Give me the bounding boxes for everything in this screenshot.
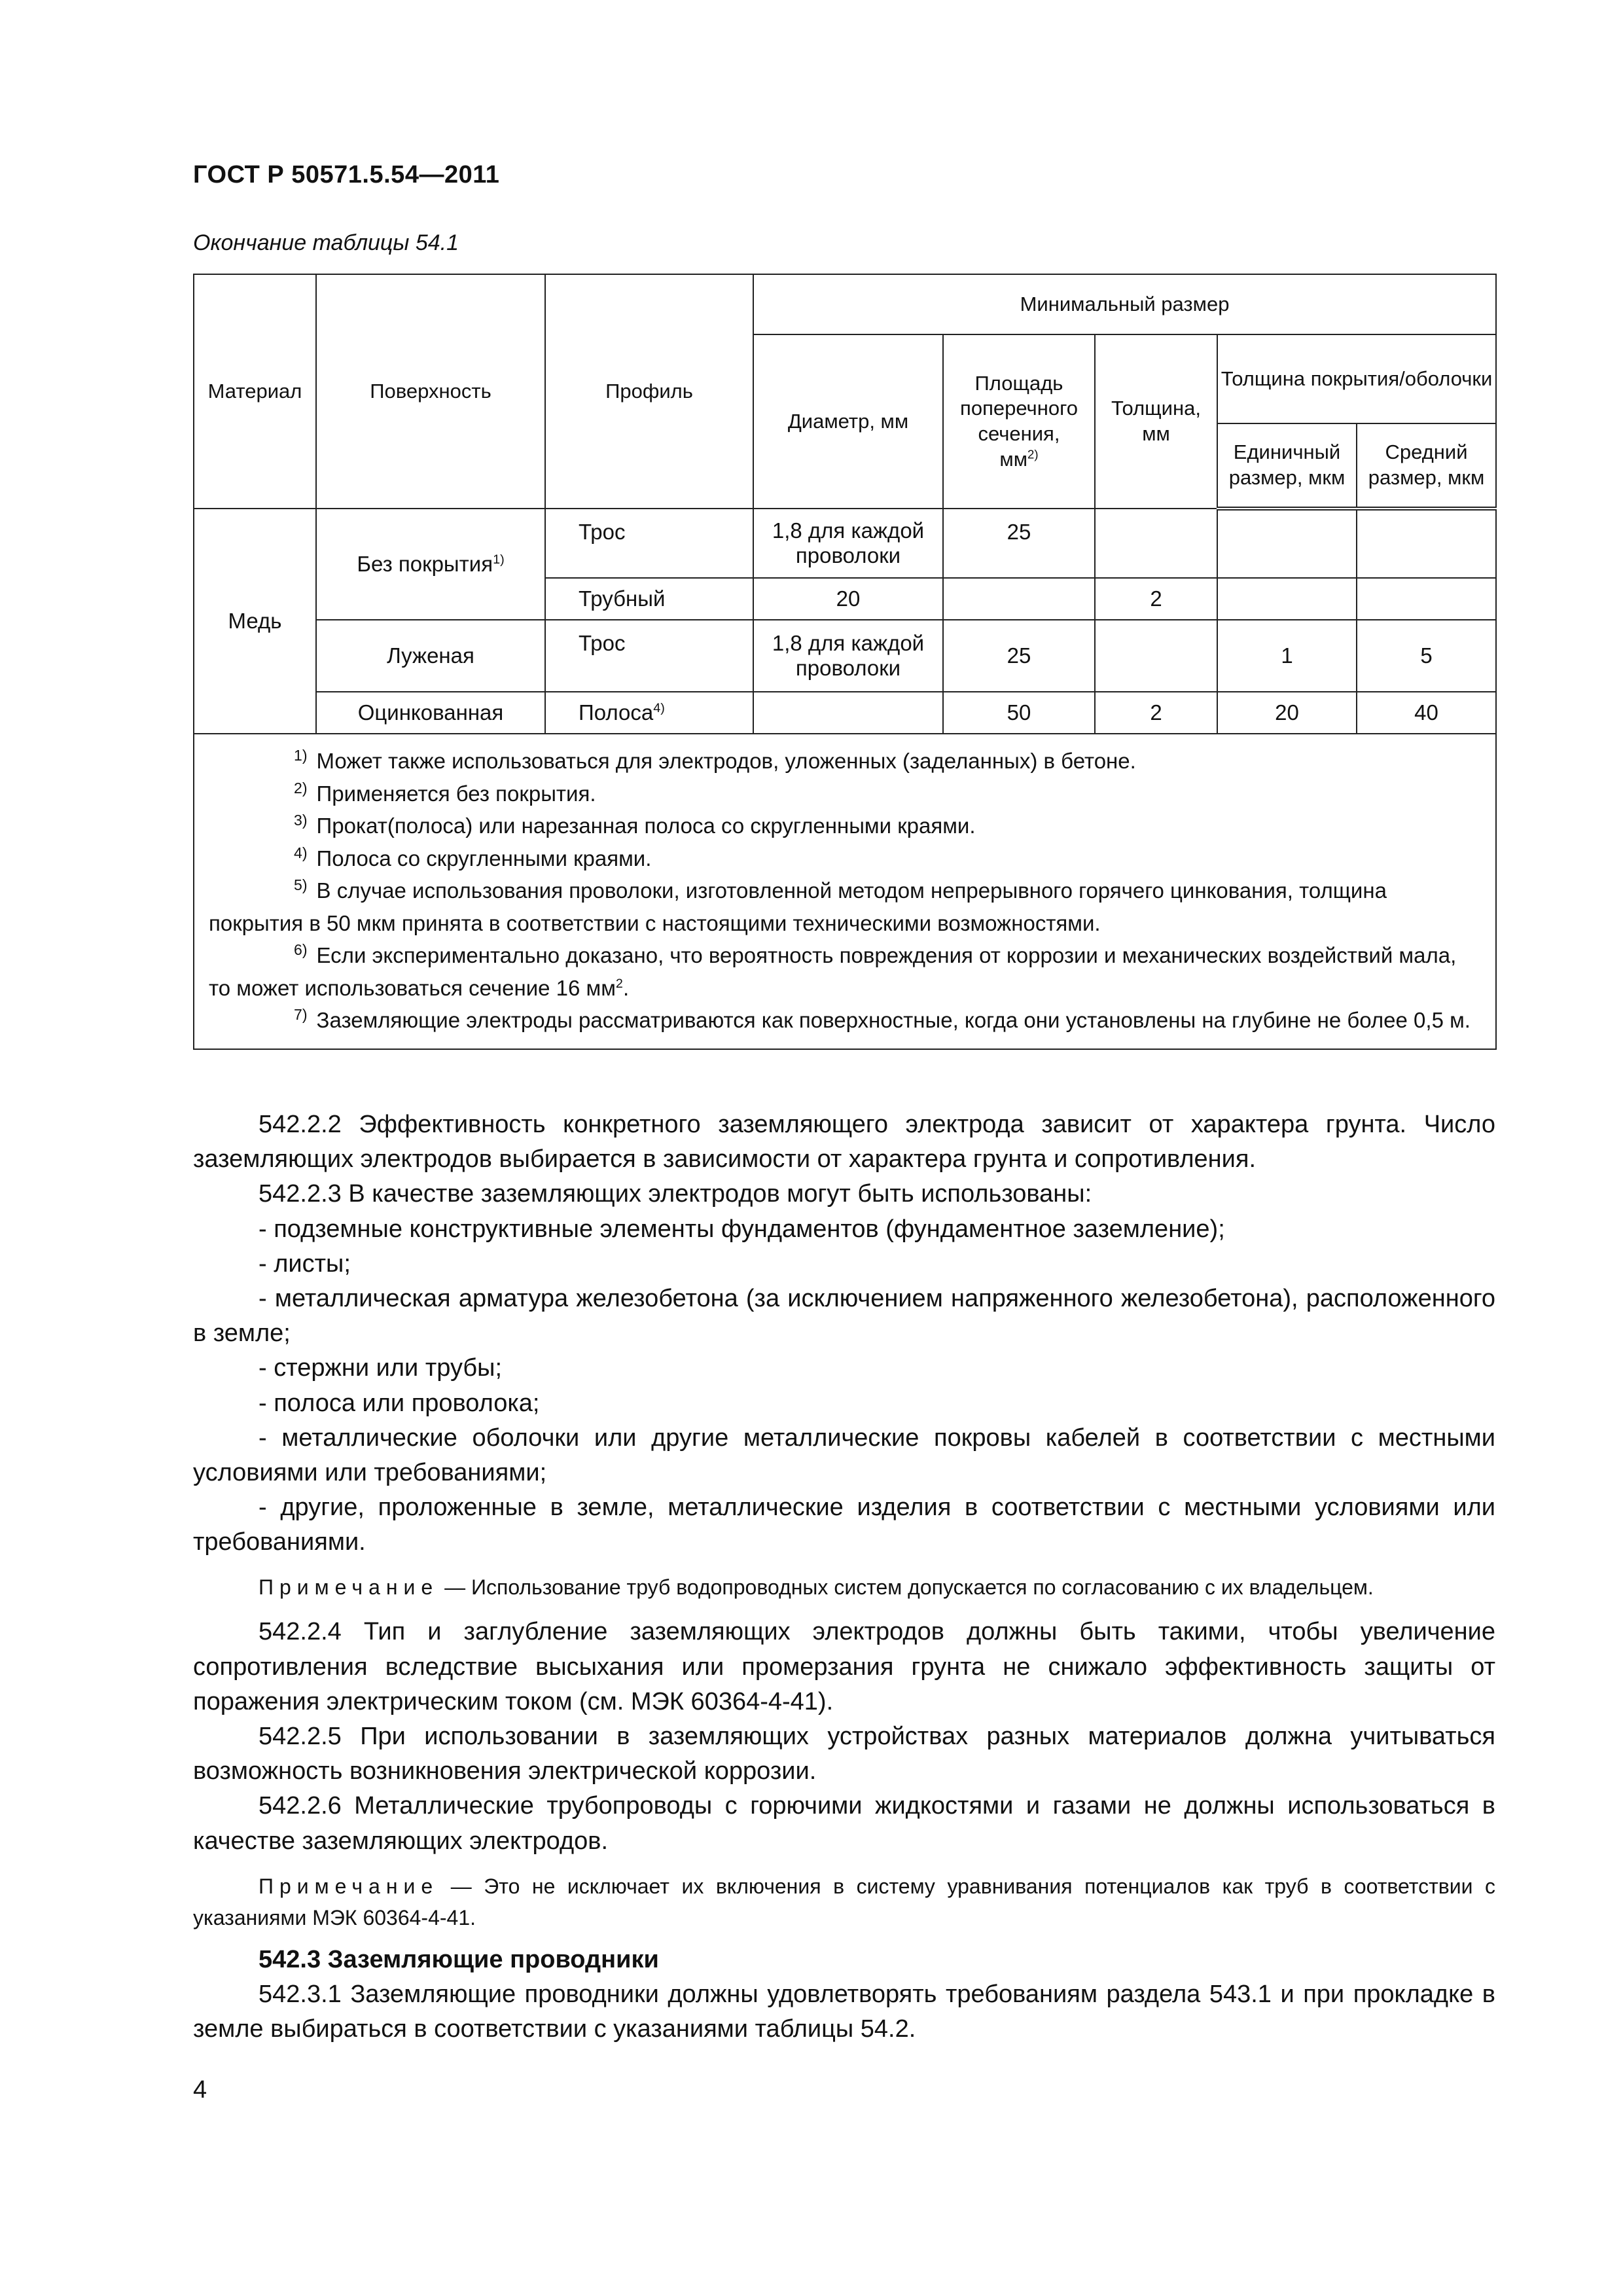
surface-bare-label: Без покрытия [357, 552, 493, 576]
footnote-tail: . [622, 975, 630, 1000]
cell-surface-tinned: Луженая [316, 620, 545, 692]
footnote-number: 1) [294, 747, 308, 764]
footnote-superscript: 2 [615, 976, 623, 991]
footnote-ref: 4) [653, 701, 665, 715]
paragraph: 542.2.3 В качестве заземляющих электродов могут быть использованы: [259, 1180, 1092, 1208]
footnote [209, 874, 1481, 939]
cell-average: 5 [1357, 620, 1496, 692]
footnote-ref: 2) [1027, 447, 1039, 461]
table-footnotes [194, 734, 1496, 1049]
note [193, 1571, 1495, 1603]
cell-profile [545, 692, 753, 734]
footnote-number: 5) [294, 876, 308, 893]
paragraph: 542.2.6 Металлические трубопроводы с горючими жидкостями и газами не должны использоваться в качестве заземляющих электродов. [193, 1792, 1495, 1855]
cell-thickness: 2 [1095, 692, 1217, 734]
cell-diameter: 20 [753, 578, 943, 620]
cell-area [943, 578, 1095, 620]
materials-table [193, 274, 1497, 1050]
cell-profile: Трос [545, 620, 753, 692]
list-item: - листы; [259, 1249, 351, 1278]
paragraph: 542.2.4 Тип и заглубление заземляющих электродов должны быть такими, чтобы увеличение сопротивления вследствие высыхания или промерзания грунта не снижало эффективность защиты от поражения электрическим током (см. МЭК 60364-4-41). [193, 1618, 1495, 1715]
header-area-unit: мм [999, 447, 1028, 471]
footnote [209, 778, 1481, 810]
footnote-text: Применяется без покрытия. [316, 781, 596, 806]
table-caption: Окончание таблицы 54.1 [193, 230, 459, 255]
cell-average [1357, 509, 1496, 578]
list-item: - полоса или проволока; [259, 1389, 540, 1417]
header-min-size: Минимальный размер [753, 274, 1496, 334]
footnote-number: 7) [294, 1006, 308, 1023]
cell-average: 40 [1357, 692, 1496, 734]
footnote-text: Полоса со скругленными краями. [316, 846, 652, 870]
section-title: 542.3 Заземляющие проводники [259, 1945, 659, 1973]
cell-average [1357, 578, 1496, 620]
cell-profile: Трос [545, 509, 753, 578]
list-item: - подземные конструктивные элементы фундаментов (фундаментное заземление); [259, 1215, 1225, 1243]
header-surface: Поверхность [316, 274, 545, 509]
list-item: - стержни или трубы; [259, 1354, 503, 1382]
footnote-text: Заземляющие электроды рассматриваются как поверхностные, когда они установлены на глубине не более 0,5 м. [316, 1008, 1471, 1032]
paragraph: 542.2.2 Эффективность конкретного заземляющего электрода зависит от характера грунта. Число заземляющих электродов выбирается в зависимости от характера грунта и сопротивления. [193, 1111, 1495, 1174]
cell-thickness [1095, 509, 1217, 578]
page-number: 4 [193, 2076, 207, 2104]
header-coating: Толщина покрытия/оболочки [1217, 334, 1496, 423]
list-item: - другие, проложенные в земле, металлические изделия в соответствии с местными условиями или требованиями. [193, 1494, 1495, 1556]
cell-profile: Трубный [545, 578, 753, 620]
cell-area: 25 [943, 620, 1095, 692]
profile-strip-label: Полоса [579, 700, 654, 725]
footnote [209, 745, 1481, 778]
footnote-number: 6) [294, 941, 308, 958]
footnote [209, 1004, 1481, 1037]
note-label: Примечание [259, 1874, 439, 1898]
footnote [209, 810, 1481, 842]
header-area-text: Площадь поперечного сечения, [960, 371, 1078, 445]
footnote [209, 939, 1481, 1004]
footnote [209, 842, 1481, 875]
cell-single: 1 [1217, 620, 1357, 692]
cell-single [1217, 578, 1357, 620]
note-text: — Использование труб водопроводных систем допускается по согласованию с их владельцем. [438, 1575, 1374, 1600]
footnote-text: Может также использоваться для электродов, уложенных (заделанных) в бетоне. [316, 749, 1136, 773]
note-text: — Это не исключает их включения в систему уравнивания потенциалов как труб в соответствии с указаниями МЭК 60364-4-41. [193, 1874, 1495, 1929]
header-average-size: Средний размер, мкм [1357, 423, 1496, 509]
cell-diameter: 1,8 для каждой проволоки [753, 509, 943, 578]
paragraph: 542.3.1 Заземляющие проводники должны удовлетворять требованиям раздела 543.1 и при прокладке в земле выбираться в соответствии с указаниями таблицы 54.2. [193, 1980, 1495, 2043]
cell-material: Медь [194, 509, 316, 734]
header-profile: Профиль [545, 274, 753, 509]
note-label: Примечание [259, 1575, 439, 1600]
cell-area: 50 [943, 692, 1095, 734]
footnote-text: Если экспериментально доказано, что вероятность повреждения от коррозии и механических воздействий мала, то может использоваться сечение 16 мм [209, 943, 1457, 1000]
cell-single: 20 [1217, 692, 1357, 734]
paragraph: 542.2.5 При использовании в заземляющих устройствах разных материалов должна учитываться возможность возникновения электрической коррозии. [193, 1723, 1495, 1785]
header-thickness: Толщина, мм [1095, 334, 1217, 509]
note [193, 1871, 1495, 1933]
cell-surface-galvanized: Оцинкованная [316, 692, 545, 734]
cell-single [1217, 509, 1357, 578]
cell-area: 25 [943, 509, 1095, 578]
header-diameter: Диаметр, мм [753, 334, 943, 509]
footnote-number: 3) [294, 812, 308, 829]
footnote-number: 4) [294, 844, 308, 861]
list-item: - металлическая арматура железобетона (за исключением напряженного железобетона), расположенного в земле; [193, 1284, 1495, 1348]
footnote-number: 2) [294, 779, 308, 797]
header-material: Материал [194, 274, 316, 509]
header-single-size: Единичный размер, мкм [1217, 423, 1357, 509]
cell-diameter: 1,8 для каждой проволоки [753, 620, 943, 692]
document-header: ГОСТ Р 50571.5.54—2011 [193, 161, 500, 188]
footnote-text: Прокат(полоса) или нарезанная полоса со скругленными краями. [316, 814, 976, 838]
footnote-text: В случае использования проволоки, изготовленной методом непрерывного горячего цинкования, толщина покрытия в 50 мкм принята в соответствии с настоящими техническими возможностями. [209, 878, 1387, 935]
footnote-ref: 1) [493, 552, 505, 567]
header-area [943, 334, 1095, 509]
cell-diameter [753, 692, 943, 734]
list-item: - металлические оболочки или другие металлические покровы кабелей в соответствии с местными условиями или требованиями; [193, 1424, 1495, 1486]
cell-surface-bare [316, 509, 545, 620]
cell-thickness [1095, 620, 1217, 692]
body-text [193, 1107, 1495, 2047]
cell-thickness: 2 [1095, 578, 1217, 620]
